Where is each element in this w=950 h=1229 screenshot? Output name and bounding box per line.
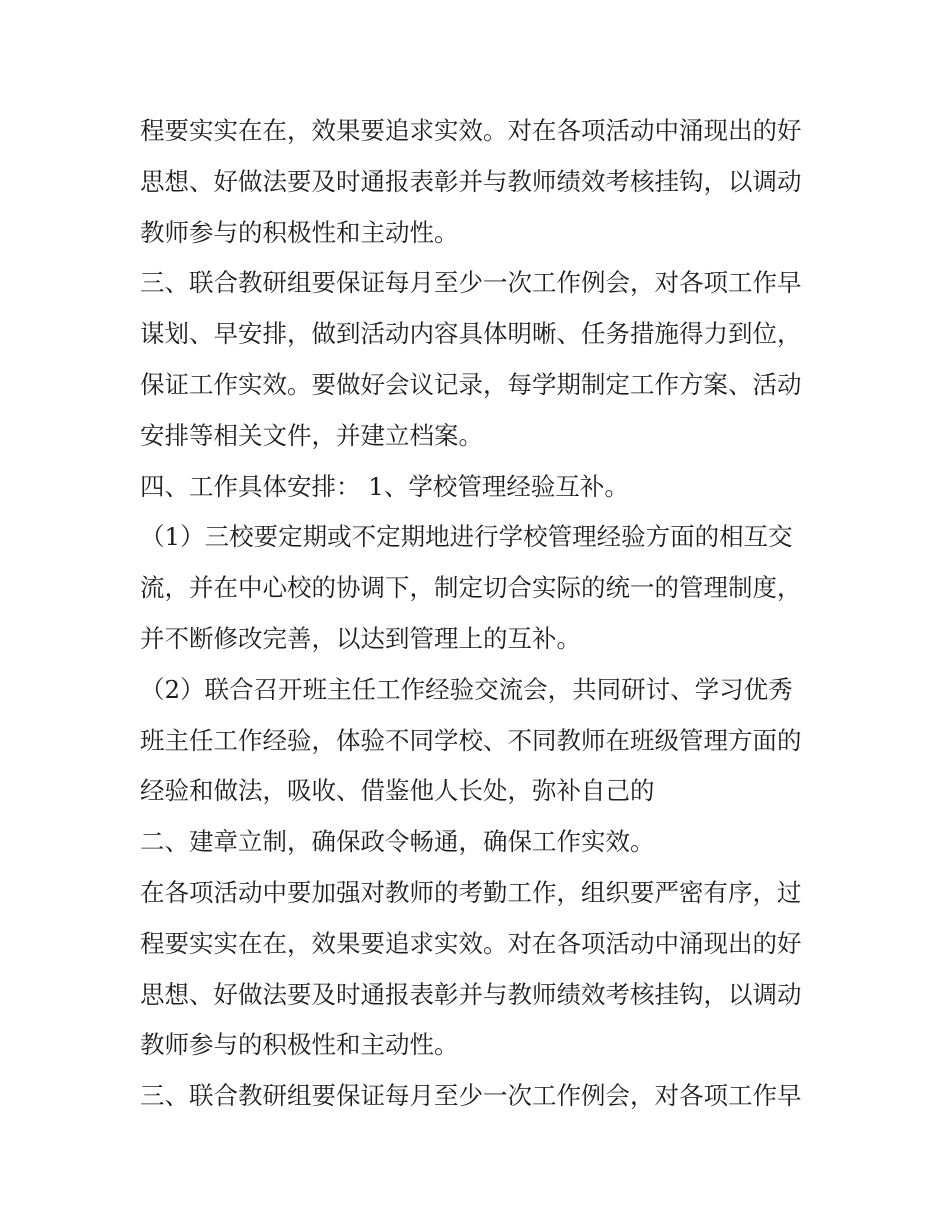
document-body xyxy=(140,106,820,1122)
text-line: （1）三校要定期或不定期地进行学校管理经验方面的相互交 xyxy=(140,522,793,552)
text-line: 思想、好做法要及时通报表彰并与教师绩效考核挂钩，以调动 xyxy=(140,979,802,1009)
text-line: （2）联合召开班主任工作经验交流会，共同研讨、学习优秀 xyxy=(140,674,793,704)
text-line: 流，并在中心校的协调下，制定切合实际的统一的管理制度， xyxy=(140,573,802,603)
text-line: 并不断修改完善，以达到管理上的互补。 xyxy=(140,623,581,653)
text-line: 安排等相关文件，并建立档案。 xyxy=(140,420,483,450)
text-line: 教师参与的积极性和主动性。 xyxy=(140,1030,459,1060)
text-line: 程要实实在在，效果要追求实效。对在各项活动中涌现出的好 xyxy=(140,928,802,958)
text-line: 经验和做法，吸收、借鉴他人长处，弥补自己的 xyxy=(140,776,655,806)
text-line: 班主任工作经验，体验不同学校、不同教师在班级管理方面的 xyxy=(140,725,802,755)
text-line: 二、建章立制，确保政令畅通，确保工作实效。 xyxy=(140,827,655,857)
text-line: 三、联合教研组要保证每月至少一次工作例会，对各项工作早 xyxy=(140,1081,802,1111)
text-line: 思想、好做法要及时通报表彰并与教师绩效考核挂钩，以调动 xyxy=(140,166,802,196)
text-line: 教师参与的积极性和主动性。 xyxy=(140,217,459,247)
text-line: 四、工作具体安排： 1、学校管理经验互补。 xyxy=(140,471,629,501)
text-line: 在各项活动中要加强对教师的考勤工作，组织要严密有序，过 xyxy=(140,877,802,907)
text-line: 程要实实在在，效果要追求实效。对在各项活动中涌现出的好 xyxy=(140,116,802,145)
text-line: 三、联合教研组要保证每月至少一次工作例会，对各项工作早 xyxy=(140,268,802,298)
text-line: 谋划、早安排，做到活动内容具体明晰、任务措施得力到位， xyxy=(140,319,802,349)
text-line: 保证工作实效。要做好会议记录，每学期制定工作方案、活动 xyxy=(140,369,802,399)
